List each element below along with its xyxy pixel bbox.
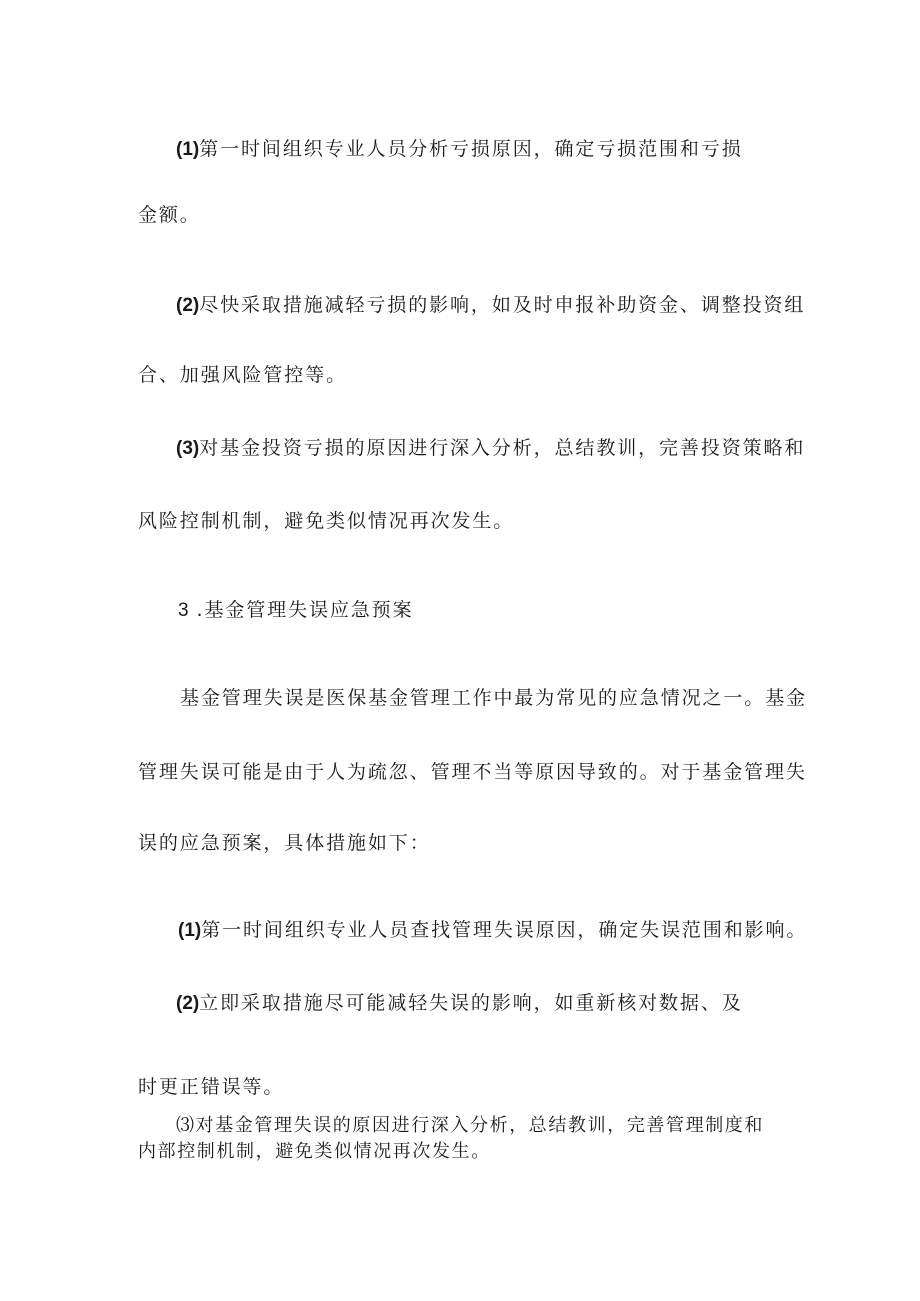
paragraph-text: 风险控制机制，避免类似情况再次发生。 xyxy=(138,510,515,532)
list-number: (2) xyxy=(176,295,200,316)
paragraph-text: 第一时间组织专业人员分析亏损原因，确定亏损范围和亏损 xyxy=(199,138,743,160)
paragraph-line xyxy=(138,509,514,533)
paragraph-line xyxy=(138,363,347,387)
paragraph-text: 对基金管理失误的原因进行深入分析，总结教训，完善管理制度和 xyxy=(195,1115,765,1136)
paragraph-line xyxy=(176,1115,764,1137)
list-number: ⑶ xyxy=(176,1115,196,1136)
paragraph-line xyxy=(176,293,805,318)
paragraph-text: 合、加强风险管控等。 xyxy=(138,364,348,386)
paragraph-line xyxy=(176,137,743,162)
paragraph-text: 误的应急预案，具体措施如下： xyxy=(138,832,431,854)
list-number: (1) xyxy=(176,139,200,160)
heading-text: .基金管理失误应急预案 xyxy=(196,599,414,621)
paragraph-text: 金额。 xyxy=(138,204,201,226)
paragraph-text: 内部控制机制，避免类似情况再次发生。 xyxy=(138,1141,491,1162)
list-number: (2) xyxy=(176,993,200,1014)
paragraph-line xyxy=(138,760,807,784)
paragraph-text: 基金管理失误是医保基金管理工作中最为常见的应急情况之一。基金 xyxy=(180,687,808,709)
paragraph-line xyxy=(138,831,431,855)
paragraph-text: 对基金投资亏损的原因进行深入分析，总结教训，完善投资策略和 xyxy=(199,437,806,459)
paragraph-text: 尽快采取措施减轻亏损的影响，如及时申报补助资金、调整投资组 xyxy=(199,294,806,316)
paragraph-line xyxy=(178,918,807,943)
paragraph-text: 第一时间组织专业人员查找管理失误原因，确定失误范围和影响。 xyxy=(201,919,808,941)
paragraph-line xyxy=(138,1141,491,1163)
paragraph-line xyxy=(176,991,743,1016)
paragraph-line xyxy=(176,436,805,461)
paragraph-text: 管理失误可能是由于人为疏忽、管理不当等原因导致的。对于基金管理失 xyxy=(138,761,807,783)
paragraph-line xyxy=(180,686,807,710)
paragraph-text: 立即采取措施尽可能减轻失误的影响，如重新核对数据、及 xyxy=(199,992,743,1014)
paragraph-line xyxy=(138,203,201,227)
paragraph-text: 时更正错误等。 xyxy=(138,1076,285,1098)
list-number: (1) xyxy=(178,920,202,941)
list-number: (3) xyxy=(176,438,200,459)
paragraph-line xyxy=(138,1075,284,1099)
section-heading xyxy=(178,598,413,623)
heading-number: 3 xyxy=(178,600,189,621)
